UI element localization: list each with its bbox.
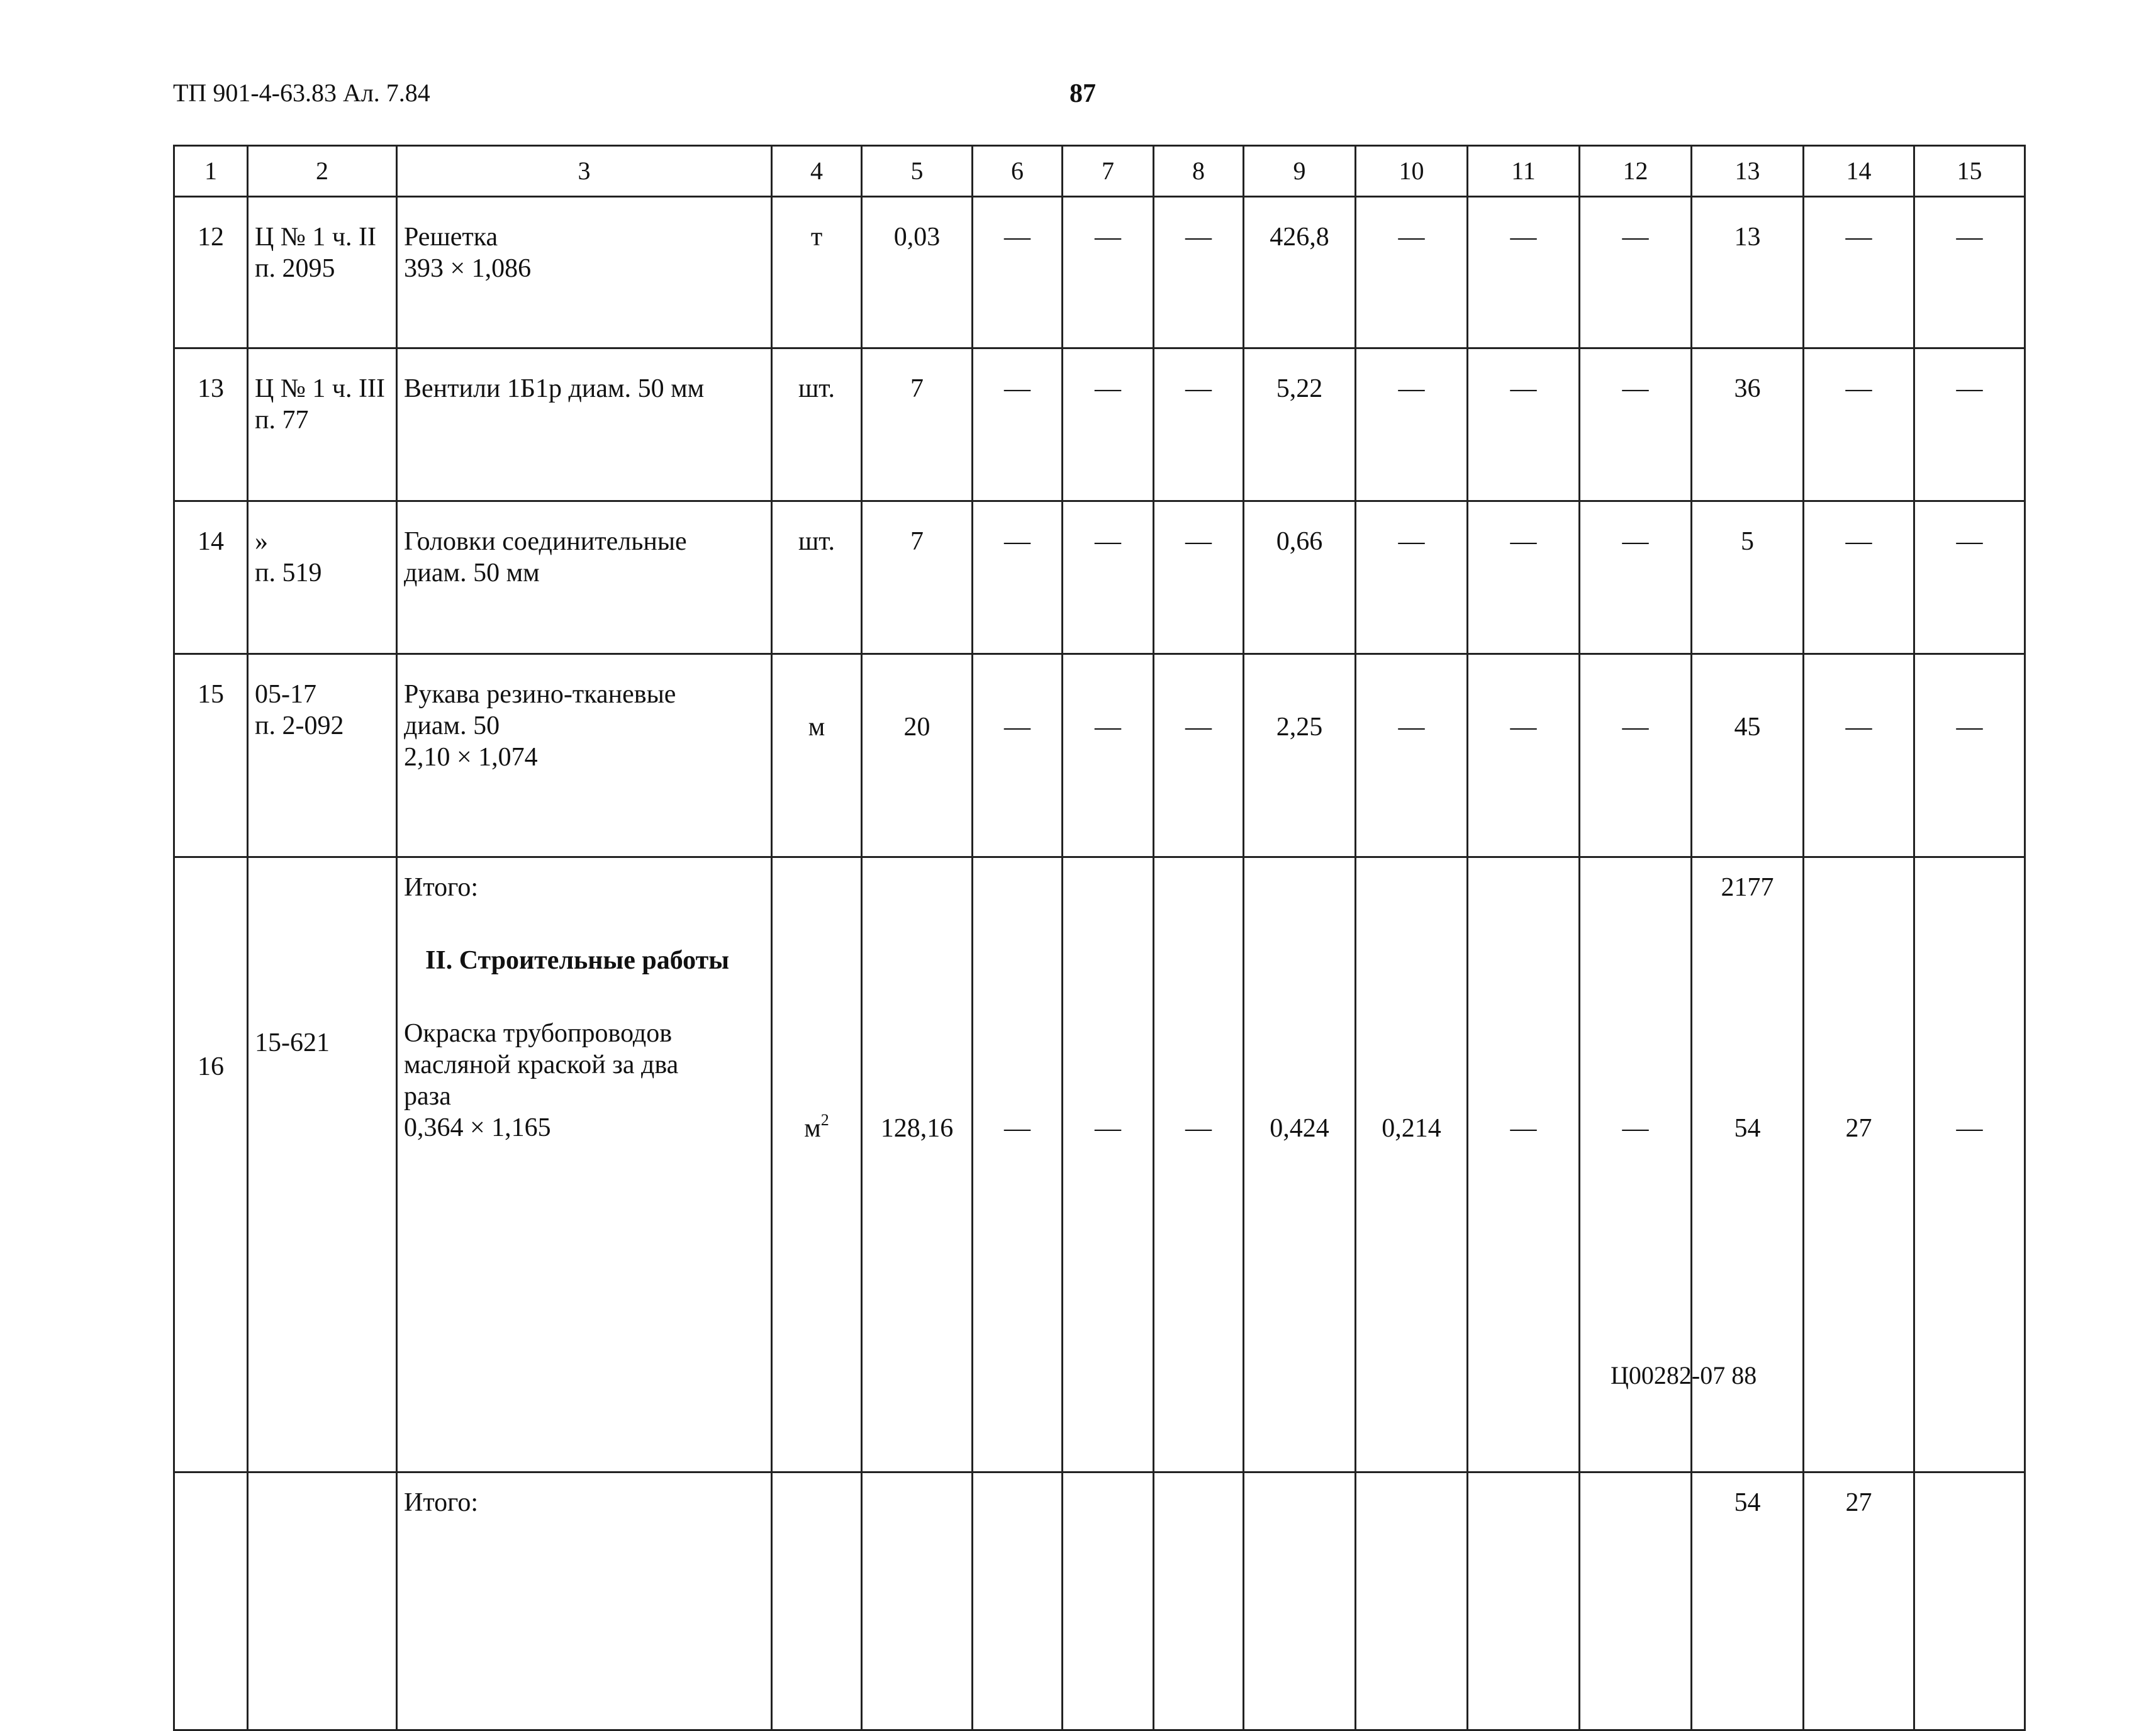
cell-col-12: —: [1580, 197, 1692, 348]
column-number-15: 15: [1914, 146, 2025, 197]
reference-cell: [248, 501, 397, 654]
table-row: [174, 197, 2025, 348]
column-number-8: 8: [1154, 146, 1244, 197]
cell-col-12: [1580, 1472, 1692, 1730]
cell-col-15: —: [1914, 348, 2025, 501]
cell-col-12: —: [1580, 501, 1692, 654]
work-name-line: масляной краской за два: [404, 1050, 679, 1079]
cell-col-6: —: [973, 654, 1063, 857]
table-row: [174, 654, 2025, 857]
cell-col-7: —: [1063, 501, 1154, 654]
cell-col-13: 45: [1692, 654, 1804, 857]
cell-col-5: 20: [862, 654, 973, 857]
row-number: 14: [174, 501, 248, 654]
cell-col-11: —: [1468, 348, 1580, 501]
work-name-cell: [397, 197, 772, 348]
reference-line: п. 2095: [255, 254, 335, 283]
reference-code: 15-621: [255, 1028, 330, 1057]
cell-col-6: —: [973, 857, 1063, 1472]
total-value-col-14: 27: [1804, 1472, 1914, 1730]
section-title: II. Строительные работы: [425, 946, 730, 975]
cell-col-11: —: [1468, 654, 1580, 857]
unit-cell: шт.: [772, 348, 862, 501]
column-number-9: 9: [1244, 146, 1356, 197]
total-row: [174, 1472, 2025, 1730]
cell-col-8: —: [1154, 197, 1244, 348]
document-code: ТП 901-4-63.83 Ал. 7.84: [173, 79, 430, 107]
work-name-cell: [397, 501, 772, 654]
footer-code: Ц00282-07 88: [1611, 1361, 1757, 1389]
unit-superscript: 2: [820, 1111, 829, 1129]
column-number-13: 13: [1692, 146, 1804, 197]
cell-col-9: [1244, 1472, 1356, 1730]
work-name-cell: [397, 654, 772, 857]
cell-col-10: 0,214: [1356, 857, 1468, 1472]
row-number-cell: [174, 857, 248, 1472]
cell-col-6: —: [973, 501, 1063, 654]
unit-value: м: [804, 1114, 821, 1143]
cell-col-11: [1468, 1472, 1580, 1730]
column-number-row: [174, 146, 2025, 197]
row-16-value-col-13: 54: [1734, 1114, 1761, 1143]
reference-line: »: [255, 527, 268, 556]
cell-col-11: —: [1468, 197, 1580, 348]
work-name-line: раза: [404, 1082, 451, 1111]
cell-col-5: 7: [862, 348, 973, 501]
row-number: 16: [198, 1052, 224, 1081]
column-number-1: 1: [174, 146, 248, 197]
column-number-11: 11: [1468, 146, 1580, 197]
column-number-14: 14: [1804, 146, 1914, 197]
row-number-cell: [174, 1472, 248, 1730]
table-row: [174, 501, 2025, 654]
cell-col-14: —: [1804, 654, 1914, 857]
cell-col-15: —: [1914, 654, 2025, 857]
cell-col-9: 5,22: [1244, 348, 1356, 501]
work-name-line: диам. 50 мм: [404, 559, 540, 587]
cell-col-7: —: [1063, 857, 1154, 1472]
cell-col-10: —: [1356, 197, 1468, 348]
row-number: 13: [174, 348, 248, 501]
row-number: 12: [174, 197, 248, 348]
unit-cell: т: [772, 197, 862, 348]
row-number: 15: [174, 654, 248, 857]
work-name-line: Рукава резино-тканевые: [404, 680, 676, 709]
cell-col-9: 0,66: [1244, 501, 1356, 654]
cell-col-8: —: [1154, 654, 1244, 857]
cell-col-14: 27: [1804, 857, 1914, 1472]
cell-col-14: —: [1804, 348, 1914, 501]
column-number-4: 4: [772, 146, 862, 197]
cell-col-12: —: [1580, 654, 1692, 857]
reference-line: Ц № 1 ч. II: [255, 223, 376, 252]
work-name-line: Решетка: [404, 223, 498, 252]
cell-col-7: —: [1063, 654, 1154, 857]
work-name-line: 2,10 × 1,074: [404, 743, 538, 772]
cell-col-13: 5: [1692, 501, 1804, 654]
total-value-col-13: 54: [1692, 1472, 1804, 1730]
unit-cell: [772, 857, 862, 1472]
cell-col-9: 2,25: [1244, 654, 1356, 857]
cell-col-7: [1063, 1472, 1154, 1730]
estimate-table: [173, 145, 2026, 1731]
work-name-line: диам. 50: [404, 711, 500, 740]
work-name-line: Головки соединительные: [404, 527, 687, 556]
reference-line: п. 77: [255, 406, 309, 435]
cell-col-15: —: [1914, 857, 2025, 1472]
work-name: [404, 1018, 767, 1144]
work-name-line: 0,364 × 1,165: [404, 1113, 551, 1142]
unit-cell: м: [772, 654, 862, 857]
total-label: Итого:: [397, 1472, 772, 1730]
cell-col-6: —: [973, 348, 1063, 501]
cell-col-6: —: [973, 197, 1063, 348]
work-name-cell: [397, 348, 772, 501]
cell-col-4: [772, 1472, 862, 1730]
cell-col-13: 36: [1692, 348, 1804, 501]
work-name-cell: [397, 857, 772, 1472]
cell-col-12: —: [1580, 857, 1692, 1472]
cell-col-14: —: [1804, 197, 1914, 348]
cell-col-10: —: [1356, 654, 1468, 857]
cell-col-9: 0,424: [1244, 857, 1356, 1472]
page-number: 87: [1070, 79, 1096, 108]
cell-col-11: —: [1468, 857, 1580, 1472]
cell-col-12: —: [1580, 348, 1692, 501]
cell-col-13: 13: [1692, 197, 1804, 348]
cell-col-5: 0,03: [862, 197, 973, 348]
cell-col-15: [1914, 1472, 2025, 1730]
reference-line: п. 2-092: [255, 711, 344, 740]
cell-col-5: 128,16: [862, 857, 973, 1472]
total-label: Итого:: [404, 873, 478, 902]
total-value-col-13: 2177: [1721, 873, 1774, 902]
cell-col-6: [973, 1472, 1063, 1730]
column-number-3: 3: [397, 146, 772, 197]
reference-line: п. 519: [255, 559, 322, 587]
cell-col-5: [862, 1472, 973, 1730]
reference-cell: [248, 348, 397, 501]
cell-col-15: —: [1914, 501, 2025, 654]
cell-col-8: —: [1154, 348, 1244, 501]
reference-line: 05-17: [255, 680, 316, 709]
cell-col-8: —: [1154, 501, 1244, 654]
reference-line: Ц № 1 ч. III: [255, 374, 385, 403]
cell-col-8: [1154, 1472, 1244, 1730]
cell-col-10: [1356, 1472, 1468, 1730]
cell-col-10: —: [1356, 348, 1468, 501]
cell-col-15: —: [1914, 197, 2025, 348]
cell-col-8: —: [1154, 857, 1244, 1472]
table-row: [174, 348, 2025, 501]
column-number-2: 2: [248, 146, 397, 197]
column-number-6: 6: [973, 146, 1063, 197]
reference-cell: [248, 197, 397, 348]
work-name-line: Окраска трубопроводов: [404, 1019, 673, 1048]
cell-col-9: 426,8: [1244, 197, 1356, 348]
cell-col-7: —: [1063, 197, 1154, 348]
column-number-5: 5: [862, 146, 973, 197]
cell-col-10: —: [1356, 501, 1468, 654]
column-number-12: 12: [1580, 146, 1692, 197]
column-number-7: 7: [1063, 146, 1154, 197]
work-name-line: Вентили 1Б1р диам. 50 мм: [404, 374, 705, 403]
reference-cell: [248, 1472, 397, 1730]
cell-col-5: 7: [862, 501, 973, 654]
cell-col-14: —: [1804, 501, 1914, 654]
column-number-10: 10: [1356, 146, 1468, 197]
cell-col-7: —: [1063, 348, 1154, 501]
reference-cell: [248, 857, 397, 1472]
unit-cell: шт.: [772, 501, 862, 654]
cell-col-11: —: [1468, 501, 1580, 654]
reference-cell: [248, 654, 397, 857]
work-name-line: 393 × 1,086: [404, 254, 532, 283]
